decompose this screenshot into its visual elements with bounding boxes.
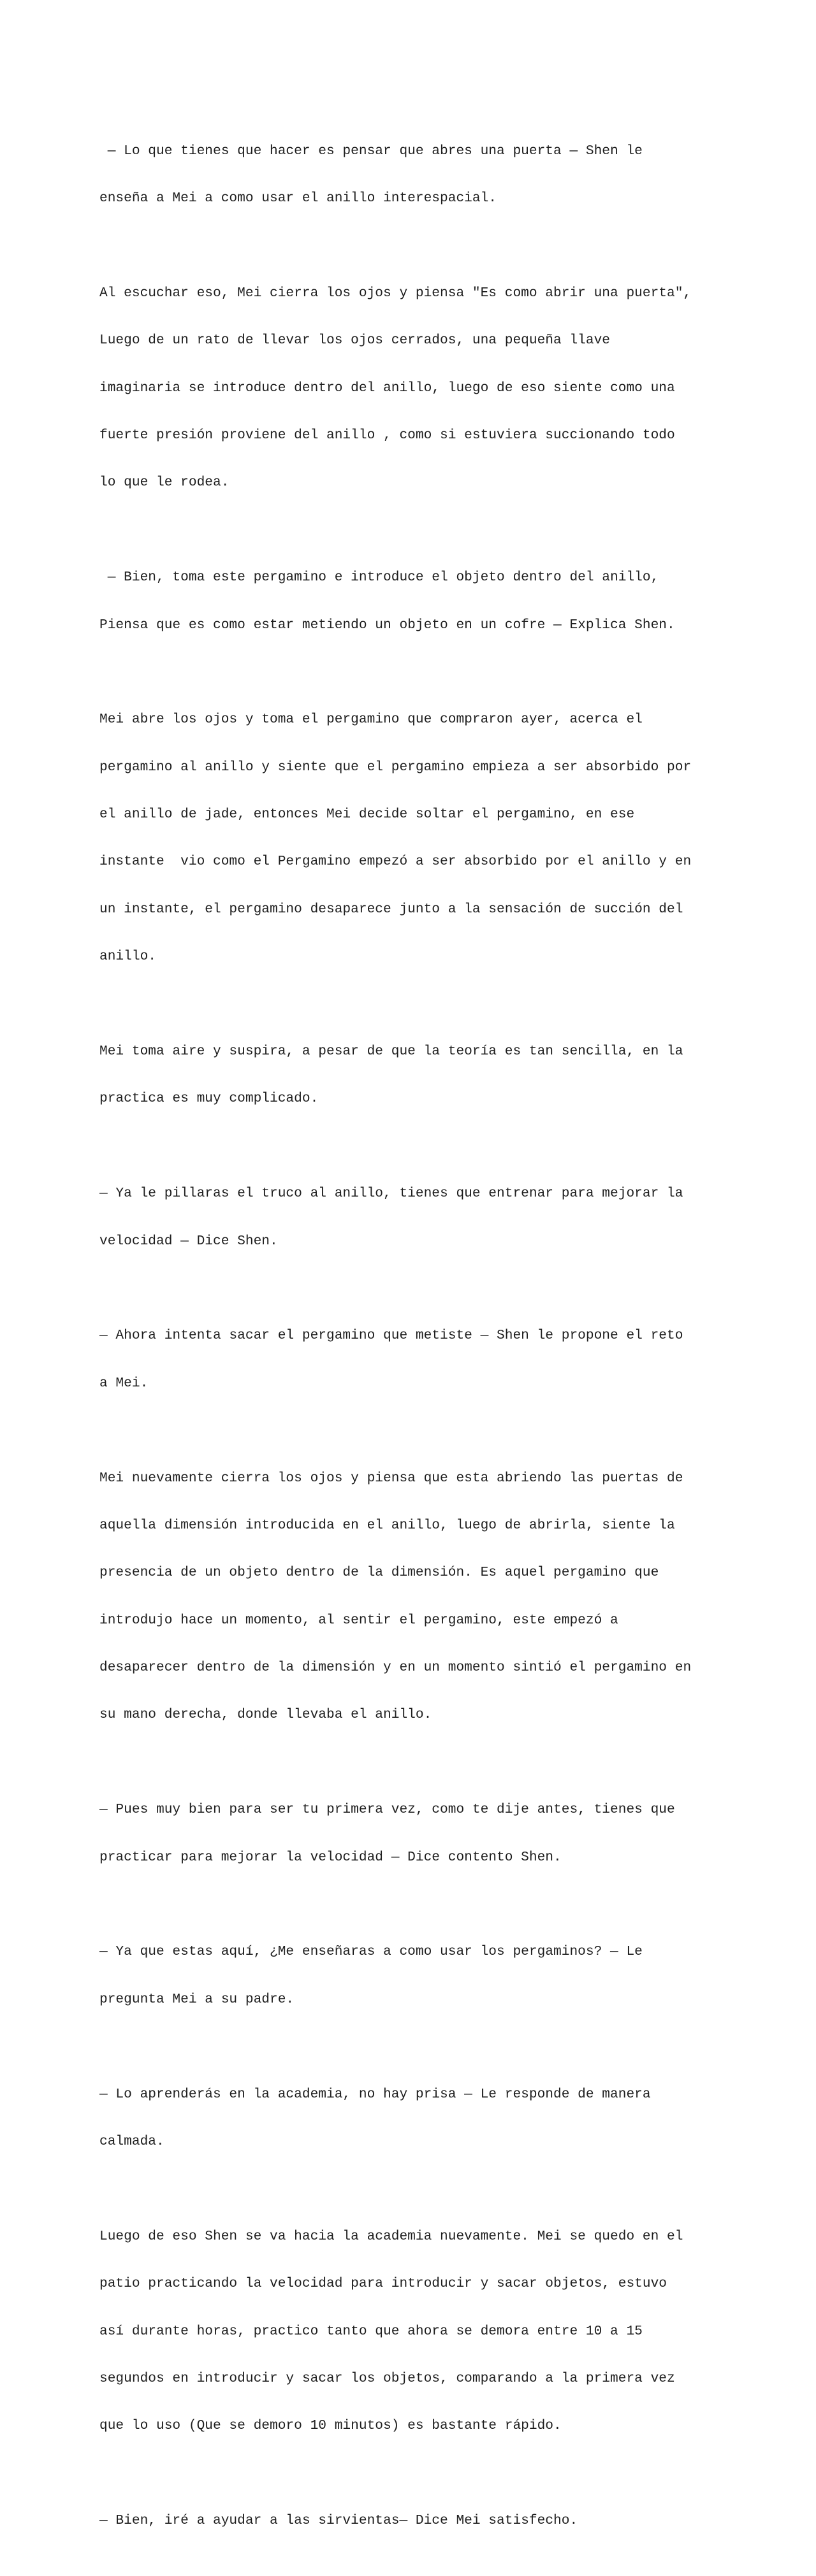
- text-line: segundos en introducir y sacar los objetos, comparando a la primera vez: [99, 2370, 675, 2386]
- text-line: fuerte presión proviene del anillo , como si estuviera succionando todo: [99, 427, 675, 443]
- paragraph: [99, 1155, 737, 1281]
- text-line: velocidad — Dice Shen.: [99, 1233, 278, 1249]
- paragraph: [99, 112, 737, 238]
- paragraph: [99, 2055, 737, 2181]
- text-line: un instante, el pergamino desaparece junto a la sensación de succión del: [99, 901, 683, 917]
- text-line: enseña a Mei a como usar el anillo interespacial.: [99, 190, 497, 206]
- text-line: — Pues muy bien para ser tu primera vez, como te dije antes, tienes que: [99, 1802, 675, 1818]
- text-line: — Ahora intenta sacar el pergamino que metiste — Shen le propone el reto: [99, 1328, 683, 1344]
- document-body: [99, 112, 737, 2576]
- text-line: Mei abre los ojos y toma el pergamino que compraron ayer, acerca el: [99, 712, 643, 728]
- text-line: calmada.: [99, 2134, 164, 2149]
- text-line: — Bien, iré a ayudar a las sirvientas— Dice Mei satisfecho.: [99, 2513, 578, 2529]
- text-line: aquella dimensión introducida en el anillo, luego de abrirla, siente la: [99, 1517, 675, 1533]
- paragraph: [99, 2197, 737, 2466]
- text-line: Mei nuevamente cierra los ojos y piensa que esta abriendo las puertas de: [99, 1470, 683, 1486]
- text-line: — Lo que tienes que hacer es pensar que abres una puerta — Shen le: [99, 143, 643, 159]
- paragraph: [99, 254, 737, 522]
- text-line: pregunta Mei a su padre.: [99, 1991, 295, 2007]
- text-line: lo que le rodea.: [99, 475, 229, 491]
- text-line: — Bien, toma este pergamino e introduce el objeto dentro del anillo,: [99, 570, 659, 586]
- text-line: — Ya que estas aquí, ¿Me enseñaras a como usar los pergaminos? — Le: [99, 1944, 643, 1960]
- paragraph: [99, 680, 737, 997]
- paragraph: [99, 1012, 737, 1138]
- paragraph: [99, 2482, 737, 2561]
- text-line: Luego de un rato de llevar los ojos cerrados, una pequeña llave: [99, 333, 611, 349]
- paragraph: [99, 1297, 737, 1423]
- text-line: patio practicando la velocidad para introducir y sacar objetos, estuvo: [99, 2276, 667, 2292]
- text-line: anillo.: [99, 949, 157, 965]
- text-line: Al escuchar eso, Mei cierra los ojos y piensa "Es como abrir una puerta",: [99, 285, 692, 301]
- text-line: instante vio como el Pergamino empezó a ser absorbido por el anillo y en: [99, 854, 692, 870]
- text-line: que lo uso (Que se demoro 10 minutos) es bastante rápido.: [99, 2418, 562, 2434]
- paragraph: [99, 538, 737, 665]
- text-line: practicar para mejorar la velocidad — Dice contento Shen.: [99, 1849, 562, 1865]
- text-line: pergamino al anillo y siente que el pergamino empieza a ser absorbido por: [99, 759, 692, 775]
- text-line: el anillo de jade, entonces Mei decide soltar el pergamino, en ese: [99, 807, 635, 823]
- text-line: presencia de un objeto dentro de la dimensión. Es aquel pergamino que: [99, 1565, 659, 1581]
- text-line: — Ya le pillaras el truco al anillo, tienes que entrenar para mejorar la: [99, 1186, 683, 1202]
- paragraph: [99, 1771, 737, 1897]
- text-line: imaginaria se introduce dentro del anillo, luego de eso siente como una: [99, 380, 675, 396]
- text-line: Piensa que es como estar metiendo un objeto en un cofre — Explica Shen.: [99, 617, 675, 633]
- paragraph: [99, 1913, 737, 2039]
- text-line: a Mei.: [99, 1375, 149, 1391]
- text-line: Luego de eso Shen se va hacia la academia nuevamente. Mei se quedo en el: [99, 2228, 683, 2244]
- text-line: practica es muy complicado.: [99, 1091, 319, 1107]
- text-line: su mano derecha, donde llevaba el anillo.: [99, 1707, 432, 1723]
- text-line: — Lo aprenderás en la academia, no hay prisa — Le responde de manera: [99, 2086, 651, 2102]
- text-line: introdujo hace un momento, al sentir el pergamino, este empezó a: [99, 1612, 618, 1628]
- text-line: Mei toma aire y suspira, a pesar de que la teoría es tan sencilla, en la: [99, 1044, 683, 1060]
- text-line: desaparecer dentro de la dimensión y en un momento sintió el pergamino en: [99, 1660, 692, 1676]
- text-line: así durante horas, practico tanto que ahora se demora entre 10 a 15: [99, 2323, 643, 2339]
- paragraph: [99, 1439, 737, 1755]
